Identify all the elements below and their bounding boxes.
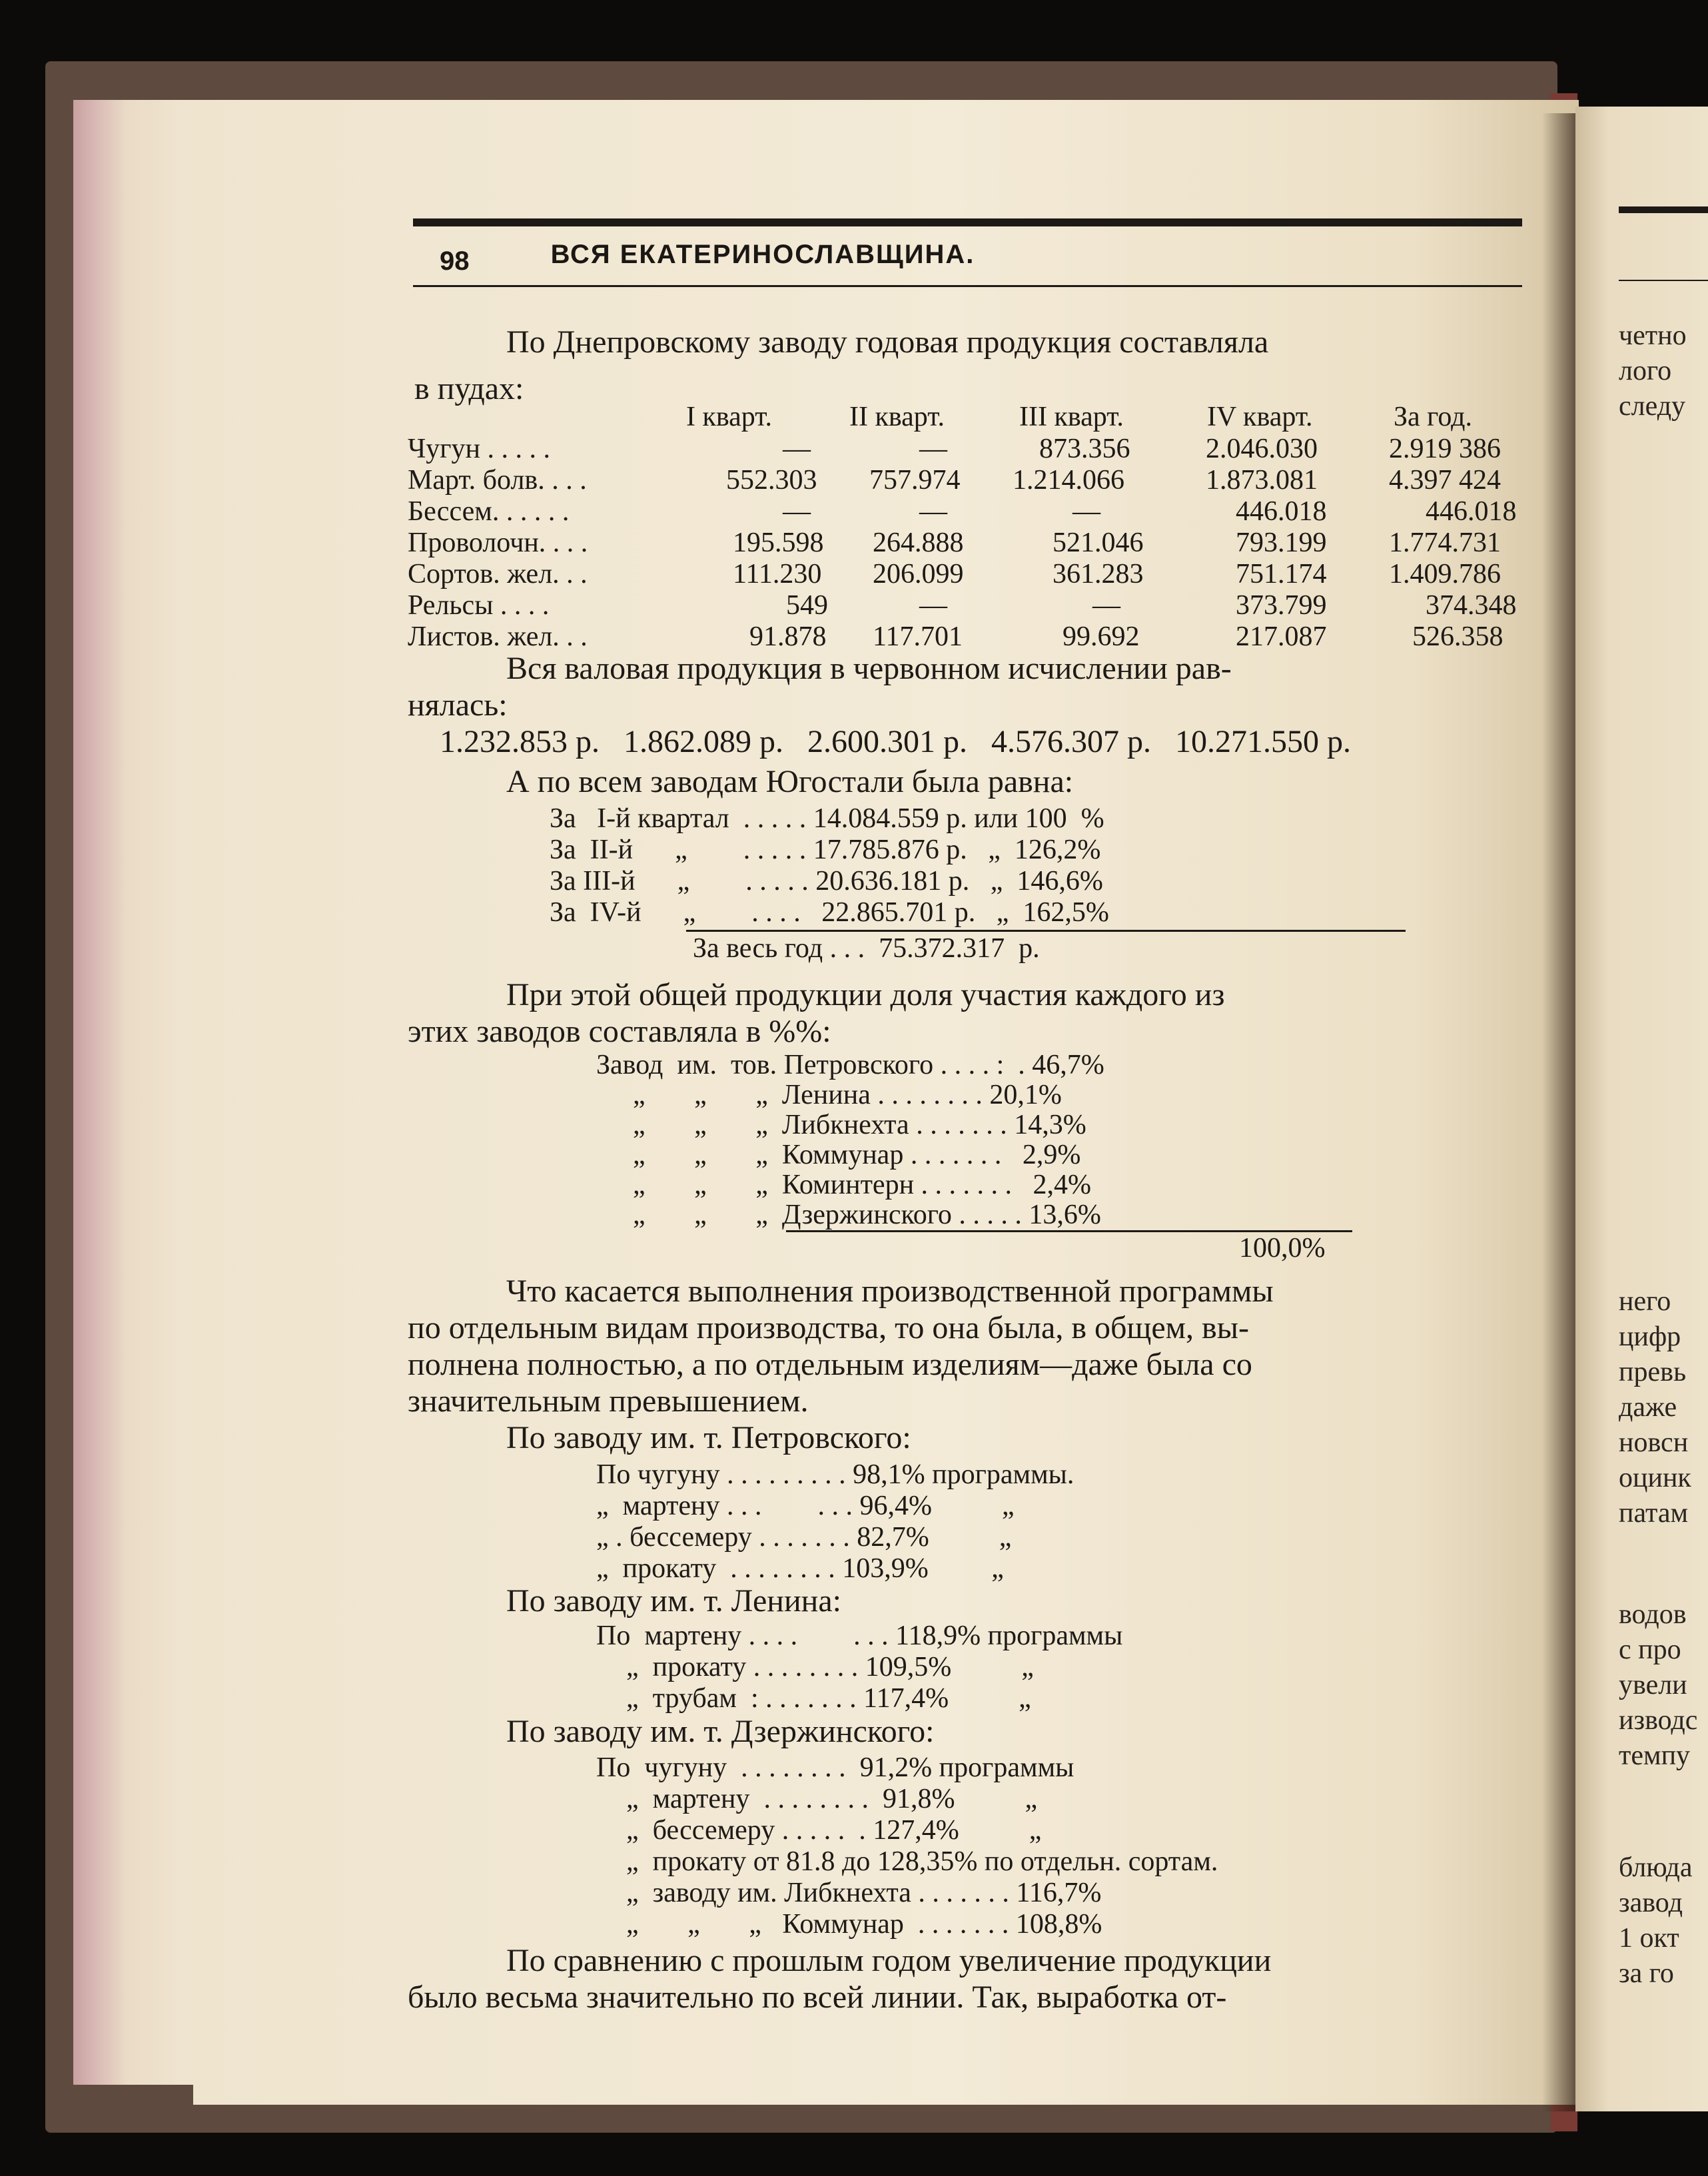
share-line: Завод им. тов. Петровского . . . . : . 46,7% xyxy=(596,1050,1104,1080)
table-cell: 549 xyxy=(786,590,828,621)
table-row-name: Сортов. жел. . . xyxy=(408,559,588,589)
share-line: „ „ „ Либкнехта . . . . . . . 14,3% xyxy=(633,1110,1086,1140)
running-head: ВСЯ ЕКАТЕРИНОСЛАВЩИНА. xyxy=(550,240,975,269)
table-cell: — xyxy=(783,496,811,527)
table-cell: 751.174 xyxy=(1236,559,1327,589)
right-fragment: следу xyxy=(1619,391,1686,422)
table-cell: 1.409.786 xyxy=(1389,559,1501,589)
dzerzh-line: По чугуну . . . . . . . . 91,2% программы xyxy=(596,1752,1074,1783)
right-fragment: новсн xyxy=(1619,1427,1689,1458)
right-header-rule-2 xyxy=(1619,280,1708,281)
yugostal-intro: А по всем заводам Югостали была равна: xyxy=(506,764,1074,799)
table-cell: 757.974 xyxy=(869,465,961,496)
right-fragment: превь xyxy=(1619,1357,1687,1387)
table-cell: 1.774.731 xyxy=(1389,528,1501,558)
dzerzh-line: „ „ „ Коммунар . . . . . . . 108,8% xyxy=(626,1909,1102,1940)
petrovsky-line: „ прокату . . . . . . . . 103,9% „ xyxy=(596,1553,1004,1584)
right-fragment: цифр xyxy=(1619,1321,1681,1352)
program-line-3: полнена полностью, а по отдельным изделиям—даже была со xyxy=(408,1347,1252,1382)
col-head-q1: I кварт. xyxy=(686,402,772,432)
quarter-line: За IV-й „ . . . . 22.865.701 р. „ 162,5% xyxy=(550,897,1109,928)
right-fragment: завод xyxy=(1619,1888,1683,1918)
table-cell: — xyxy=(919,434,947,464)
header-rule-bottom xyxy=(413,285,1522,287)
right-fragment: патам xyxy=(1619,1498,1689,1529)
right-fragment: него xyxy=(1619,1286,1671,1317)
intro-line: По Днепровскому заводу годовая продукция составляла xyxy=(506,324,1269,360)
right-header-rule xyxy=(1619,206,1708,213)
final-line-2: было весьма значительно по всей линии. Так, выработка от- xyxy=(408,1980,1227,2015)
table-cell: 373.799 xyxy=(1236,590,1327,621)
table-cell: 793.199 xyxy=(1236,528,1327,558)
table-row-name: Листов. жел. . . xyxy=(408,621,588,652)
table-cell: 111.230 xyxy=(733,559,822,589)
program-line-2: по отдельным видам производства, то она была, в общем, вы- xyxy=(408,1310,1249,1345)
table-cell: 521.046 xyxy=(1053,528,1144,558)
col-head-q3: III кварт. xyxy=(1019,402,1124,432)
table-cell: 99.692 xyxy=(1063,621,1140,652)
col-head-q2: II кварт. xyxy=(849,402,945,432)
right-fragment: темпу xyxy=(1619,1740,1691,1771)
page-number: 98 xyxy=(440,246,470,276)
table-cell: — xyxy=(1092,590,1120,621)
share-line: „ „ „ Ленина . . . . . . . . 20,1% xyxy=(633,1080,1062,1110)
table-cell: 552.303 xyxy=(726,465,817,496)
table-row-name: Бессем. . . . . . xyxy=(408,496,570,527)
table-row-name: Проволочн. . . . xyxy=(408,528,588,558)
share-intro-2: этих заводов составляла в %%: xyxy=(408,1014,831,1049)
table-row-name: Чугун . . . . . xyxy=(408,434,550,464)
table-cell: 1.214.066 xyxy=(1013,465,1124,496)
table-cell: 446.018 xyxy=(1426,496,1517,527)
right-fragment: водов xyxy=(1619,1599,1687,1630)
table-cell: 217.087 xyxy=(1236,621,1327,652)
petrovsky-line: „ мартену . . . . . . 96,4% „ xyxy=(596,1491,1015,1521)
header-rule-top xyxy=(413,218,1522,226)
lenin-line: „ трубам : . . . . . . . 117,4% „ xyxy=(626,1683,1031,1714)
table-cell: 2.046.030 xyxy=(1206,434,1318,464)
table-cell: 374.348 xyxy=(1426,590,1517,621)
right-fragment: даже xyxy=(1619,1392,1677,1423)
program-line-4: значительным превышением. xyxy=(408,1383,809,1419)
table-cell: — xyxy=(919,590,947,621)
dzerzh-line: „ прокату от 81.8 до 128,35% по отдельн. сортам. xyxy=(626,1846,1218,1877)
table-cell: 446.018 xyxy=(1236,496,1327,527)
table-cell: 526.358 xyxy=(1412,621,1503,652)
share-line: „ „ „ Дзержинского . . . . . 13,6% xyxy=(633,1200,1101,1230)
lenin-heading: По заводу им. т. Ленина: xyxy=(506,1583,841,1619)
right-fragment: увели xyxy=(1619,1670,1687,1700)
table-cell: 264.888 xyxy=(873,528,964,558)
table-cell: 1.873.081 xyxy=(1206,465,1318,496)
share-intro-1: При этой общей продукции доля участия каждого из xyxy=(506,977,1225,1012)
lenin-line: По мартену . . . . . . . 118,9% программы xyxy=(596,1621,1123,1651)
right-fragment: лого xyxy=(1619,356,1672,386)
lenin-line: „ прокату . . . . . . . . 109,5% „ xyxy=(626,1652,1034,1682)
program-line-1: Что касается выполнения производственной программы xyxy=(506,1273,1274,1309)
dzerzh-line: „ заводу им. Либкнехта . . . . . . . 116,7% xyxy=(626,1878,1102,1908)
gross-line-1: Вся валовая продукция в червонном исчислении рав- xyxy=(506,651,1232,686)
right-fragment: оцинк xyxy=(1619,1463,1691,1493)
table-row-name: Март. болв. . . . xyxy=(408,465,587,496)
quarter-line: За II-й „ . . . . . 17.785.876 р. „ 126,2% xyxy=(550,835,1101,865)
dzerzh-heading: По заводу им. т. Дзержинского: xyxy=(506,1714,935,1749)
table-cell: 361.283 xyxy=(1053,559,1144,589)
table-cell: 206.099 xyxy=(873,559,964,589)
intro-line-2: в пудах: xyxy=(414,371,524,406)
table-cell: 195.598 xyxy=(733,528,824,558)
gross-values: 1.232.853 р. 1.862.089 р. 2.600.301 р. 4.576.307 р. 10.271.550 р. xyxy=(440,724,1351,759)
dzerzh-line: „ бессемеру . . . . . . 127,4% „ xyxy=(626,1815,1042,1846)
table-cell: 117.701 xyxy=(873,621,963,652)
final-line-1: По сравнению с прошлым годом увеличение продукции xyxy=(506,1943,1272,1978)
table-cell: — xyxy=(1072,496,1100,527)
table-cell: 2.919 386 xyxy=(1389,434,1501,464)
quarter-line: За I-й квартал . . . . . 14.084.559 р. или 100 % xyxy=(550,803,1104,834)
table-cell: — xyxy=(919,496,947,527)
table-row-name: Рельсы . . . . xyxy=(408,590,550,621)
right-fragment: изводс xyxy=(1619,1705,1698,1736)
shares-total: 100,0% xyxy=(1239,1233,1326,1264)
right-fragment: блюда xyxy=(1619,1852,1693,1883)
share-line: „ „ „ Коммунар . . . . . . . 2,9% xyxy=(633,1140,1081,1170)
right-fragment: за го xyxy=(1619,1958,1674,1989)
table-cell: 4.397 424 xyxy=(1389,465,1501,496)
table-cell: — xyxy=(783,434,811,464)
col-head-year: За год. xyxy=(1394,402,1473,432)
right-fragment: 1 окт xyxy=(1619,1923,1679,1954)
petrovsky-line: „ . бессемеру . . . . . . . 82,7% „ xyxy=(596,1522,1012,1553)
year-total: За весь год . . . 75.372.317 р. xyxy=(693,933,1040,964)
share-line: „ „ „ Коминтерн . . . . . . . 2,4% xyxy=(633,1170,1092,1200)
gross-line-2: нялась: xyxy=(408,687,508,723)
right-fragment: четно xyxy=(1619,320,1687,351)
table-cell: 91.878 xyxy=(749,621,827,652)
quarter-line: За III-й „ . . . . . 20.636.181 р. „ 146,6% xyxy=(550,866,1103,897)
petrovsky-line: По чугуну . . . . . . . . . 98,1% программы. xyxy=(596,1459,1074,1490)
sum-rule xyxy=(686,930,1406,932)
col-head-q4: IV кварт. xyxy=(1207,402,1313,432)
dzerzh-line: „ мартену . . . . . . . . 91,8% „ xyxy=(626,1784,1038,1814)
right-fragment: с про xyxy=(1619,1634,1681,1665)
petrovsky-heading: По заводу им. т. Петровского: xyxy=(506,1420,911,1455)
table-cell: 873.356 xyxy=(1039,434,1130,464)
